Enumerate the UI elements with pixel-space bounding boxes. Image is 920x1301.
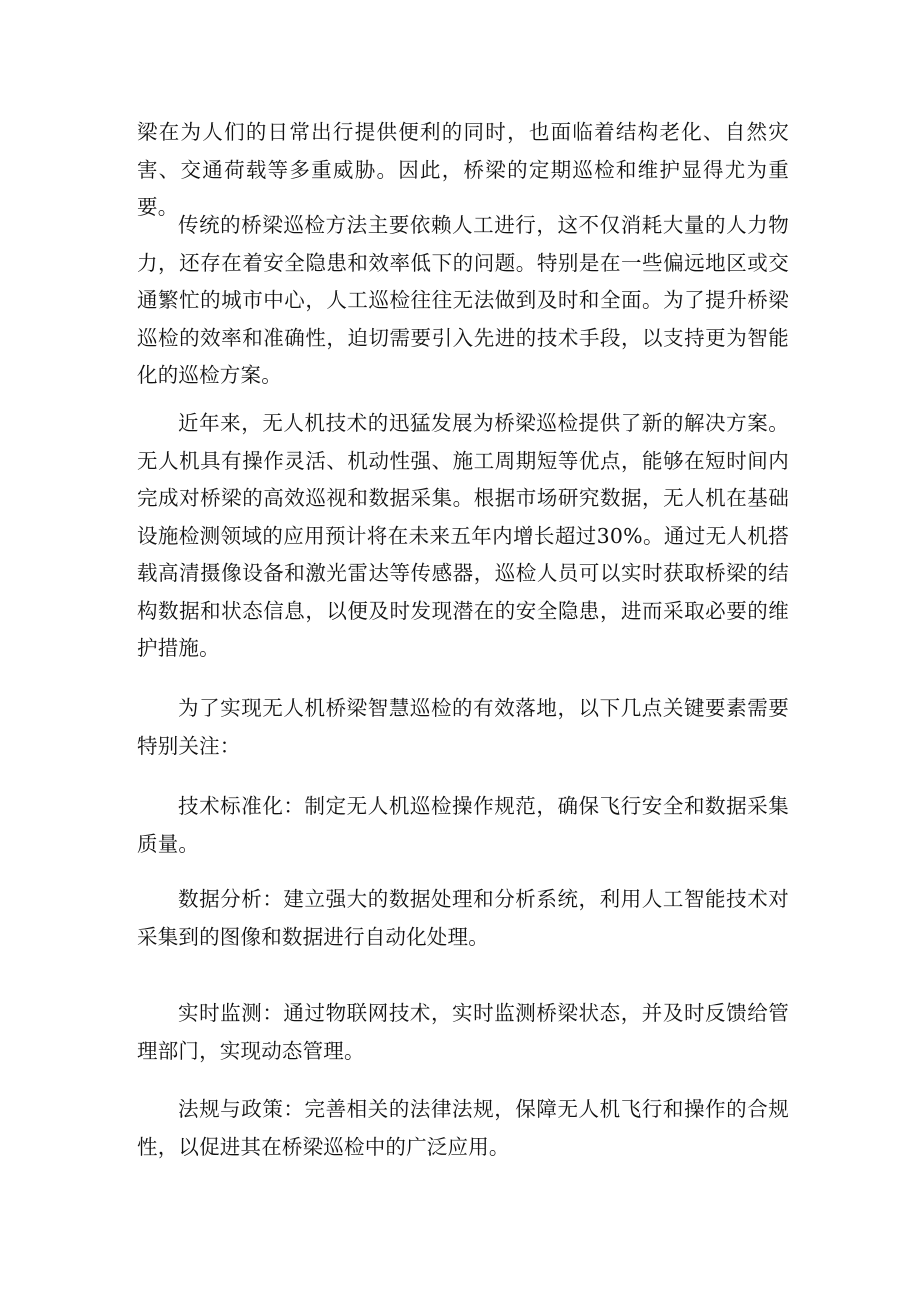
paragraph-key-elements-intro: 为了实现无人机桥梁智慧巡检的有效落地，以下几点关键要素需要特别关注： (137, 696, 789, 758)
paragraph-drone-technology: 近年来，无人机技术的迅猛发展为桥梁巡检提供了新的解决方案。无人机具有操作灵活、机动性强、施工周期短等优点，能够在短时间内完成对桥梁的高效巡视和数据采集。根据市场研究数据，无人机在基础设施检测领域的应用预计将在未来五年内增长超过30%。通过无人机搭载高清摄像设备和激光雷达等传感器，巡检人员可以实时获取桥梁的结构数据和状态信息，以便及时发现潜在的安全隐患，进而采取必要的维护措施。 (137, 411, 789, 660)
paragraph-data-analysis: 数据分析：建立强大的数据处理和分析系统，利用人工智能技术对采集到的图像和数据进行自动化处理。 (137, 887, 789, 949)
paragraph-continued-intro: 梁在为人们的日常出行提供便利的同时，也面临着结构老化、自然灾害、交通荷载等多重威胁。因此，桥梁的定期巡检和维护显得尤为重要。 (137, 120, 789, 219)
paragraph-traditional-inspection: 传统的桥梁巡检方法主要依赖人工进行，这不仅消耗大量的人力物力，还存在着安全隐患和效率低下的问题。特别是在一些偏远地区或交通繁忙的城市中心，人工巡检往往无法做到及时和全面。为了提升桥梁巡检的效率和准确性，迫切需要引入先进的技术手段，以支持更为智能化的巡检方案。 (137, 213, 789, 387)
paragraph-regulations-policy: 法规与政策：完善相关的法律法规，保障无人机飞行和操作的合规性，以促进其在桥梁巡检中的广泛应用。 (137, 1097, 789, 1159)
paragraph-technical-standardization: 技术标准化：制定无人机巡检操作规范，确保飞行安全和数据采集质量。 (137, 794, 789, 856)
paragraph-real-time-monitoring: 实时监测：通过物联网技术，实时监测桥梁状态，并及时反馈给管理部门，实现动态管理。 (137, 1001, 789, 1063)
